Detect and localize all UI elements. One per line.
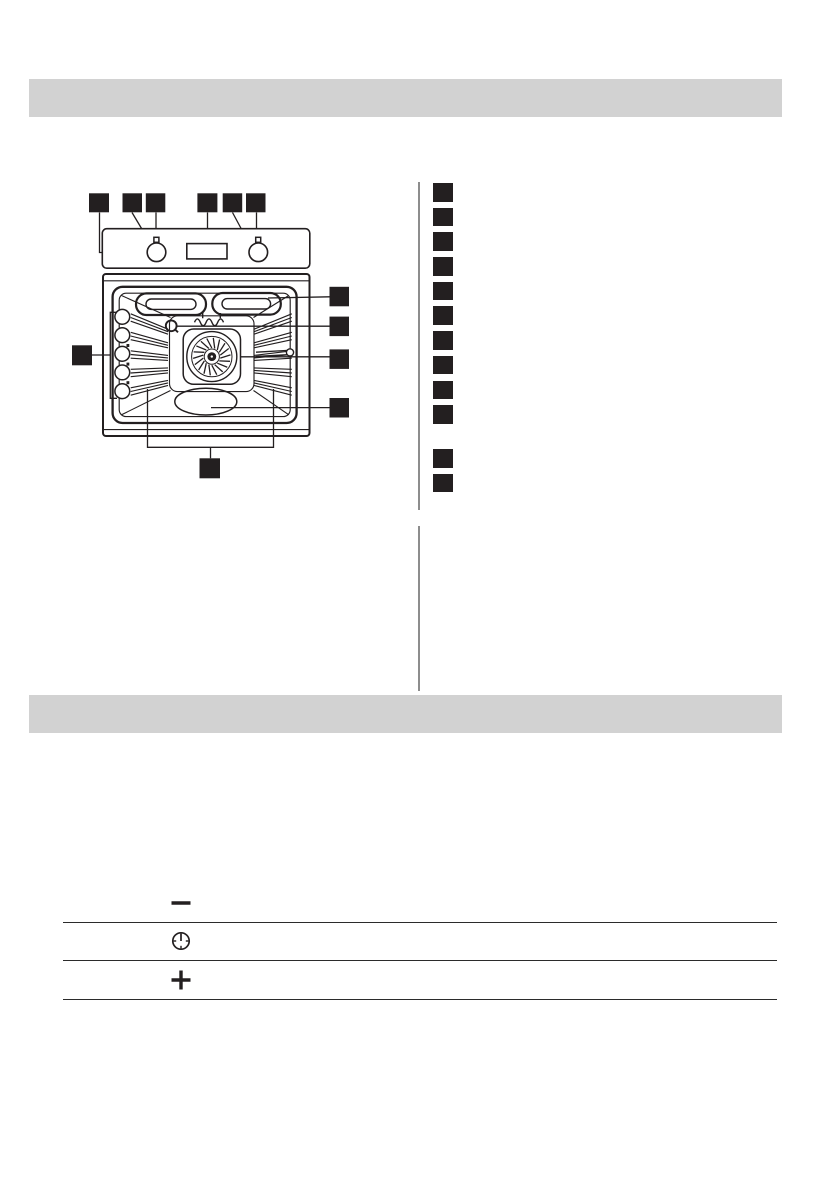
section-heading-bar-top [29,79,782,117]
legend-callout-box [433,232,453,251]
timer-icon [170,930,192,952]
legend-callout-box [433,331,453,350]
callout-box [89,193,109,212]
legend-list-group-2 [433,449,453,492]
indicator-light-left-icon [154,237,159,242]
callout-box [72,345,92,365]
legend-callout-box [433,474,453,493]
oven-diagram [60,180,380,480]
column-divider [418,526,420,691]
oven-lamp-icon [166,320,178,332]
callout-box [197,193,217,212]
display-window [187,244,227,259]
control-panel [102,229,309,269]
callout-box [330,398,350,418]
shelf-supports-left [131,314,168,395]
legend-callout-box [433,449,453,468]
grill-element [136,293,281,326]
callout-box [146,193,166,212]
callout-box [330,287,350,307]
callout-box [246,193,266,212]
legend-callout-box [433,381,453,400]
symbol-row [63,923,777,962]
section-heading-bar-middle [29,695,782,733]
callout-box [223,193,243,212]
indicator-light-right-icon [256,237,261,242]
floor-recess [175,388,237,415]
legend-callout-box [433,208,453,227]
left-knob-icon [147,243,166,262]
symbol-row [63,961,777,1000]
fan-icon [183,329,240,384]
column-divider [418,182,420,510]
callout-box [123,193,143,212]
callout-box [330,317,350,337]
legend-callout-box [433,306,453,325]
plus-icon [170,969,192,991]
minus-icon [170,892,192,914]
right-knob-icon [249,243,268,262]
symbol-table [63,884,777,1000]
legend-callout-box [433,257,453,276]
callout-box [330,349,350,369]
callout-box [200,458,221,478]
legend-callout-box [433,282,453,301]
legend-callout-box [433,356,453,375]
symbol-row [63,884,777,923]
legend-list-group-1 [433,183,453,424]
legend-callout-box [433,183,453,202]
legend-callout-box [433,405,453,424]
shelf-position-markers [115,309,130,398]
